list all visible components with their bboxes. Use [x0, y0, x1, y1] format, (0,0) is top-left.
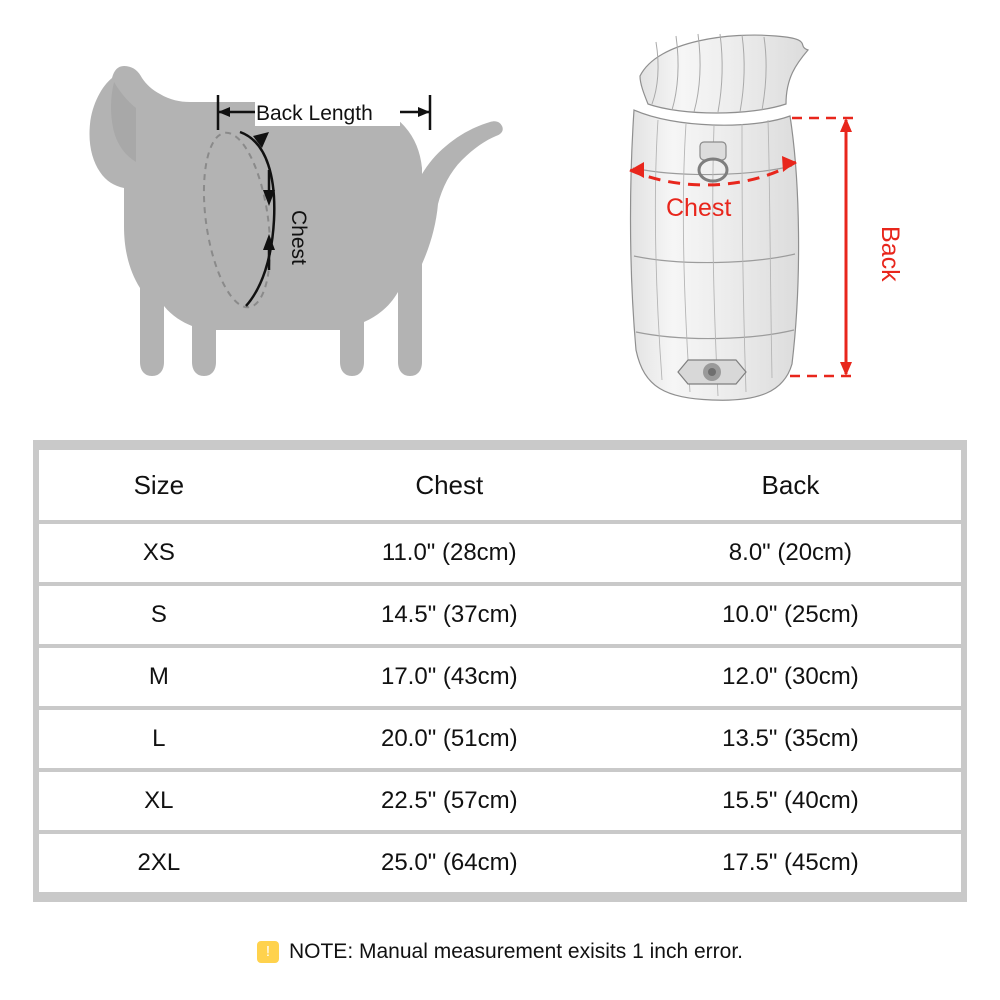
table-row: [39, 586, 961, 644]
cell-chest: 17.0" (43cm): [279, 648, 620, 706]
jacket-diagram: [600, 20, 960, 410]
note-row: [0, 940, 1000, 964]
jacket-back-label: Back: [876, 226, 904, 282]
cell-back: 12.0" (30cm): [620, 648, 961, 706]
cell-size: M: [39, 648, 279, 706]
jacket-back-measure: [790, 118, 904, 376]
table-row: [39, 648, 961, 706]
back-length-label: Back Length: [256, 102, 373, 125]
cell-back: 17.5" (45cm): [620, 834, 961, 892]
jacket-chest-label: Chest: [666, 194, 732, 222]
measurement-illustrations: [0, 0, 1000, 420]
cell-chest: 22.5" (57cm): [279, 772, 620, 830]
cell-size: S: [39, 586, 279, 644]
exclamation-icon: !: [257, 941, 279, 963]
note-text: NOTE: Manual measurement exisits 1 inch error.: [288, 940, 743, 963]
cell-size: L: [39, 710, 279, 768]
table-row: [39, 772, 961, 830]
size-chart-table: [39, 446, 961, 896]
chest-label: Chest: [287, 210, 310, 265]
cell-back: 13.5" (35cm): [620, 710, 961, 768]
cell-chest: 11.0" (28cm): [279, 524, 620, 582]
dog-diagram: [40, 20, 510, 400]
cell-chest: 20.0" (51cm): [279, 710, 620, 768]
cell-size: XS: [39, 524, 279, 582]
cell-size: 2XL: [39, 834, 279, 892]
cell-size: XL: [39, 772, 279, 830]
cell-chest: 14.5" (37cm): [279, 586, 620, 644]
jacket-badge-icon: [678, 360, 746, 384]
table-row: [39, 834, 961, 892]
jacket-collar: [640, 34, 808, 113]
column-header-chest: Chest: [279, 450, 620, 520]
column-header-back: Back: [620, 450, 961, 520]
table-row: [39, 524, 961, 582]
jacket-body: [631, 110, 799, 400]
size-chart-table-wrapper: [33, 440, 967, 902]
cell-back: 10.0" (25cm): [620, 586, 961, 644]
cell-chest: 25.0" (64cm): [279, 834, 620, 892]
table-header-row: [39, 450, 961, 520]
table-row: [39, 710, 961, 768]
cell-back: 8.0" (20cm): [620, 524, 961, 582]
cell-back: 15.5" (40cm): [620, 772, 961, 830]
column-header-size: Size: [39, 450, 279, 520]
